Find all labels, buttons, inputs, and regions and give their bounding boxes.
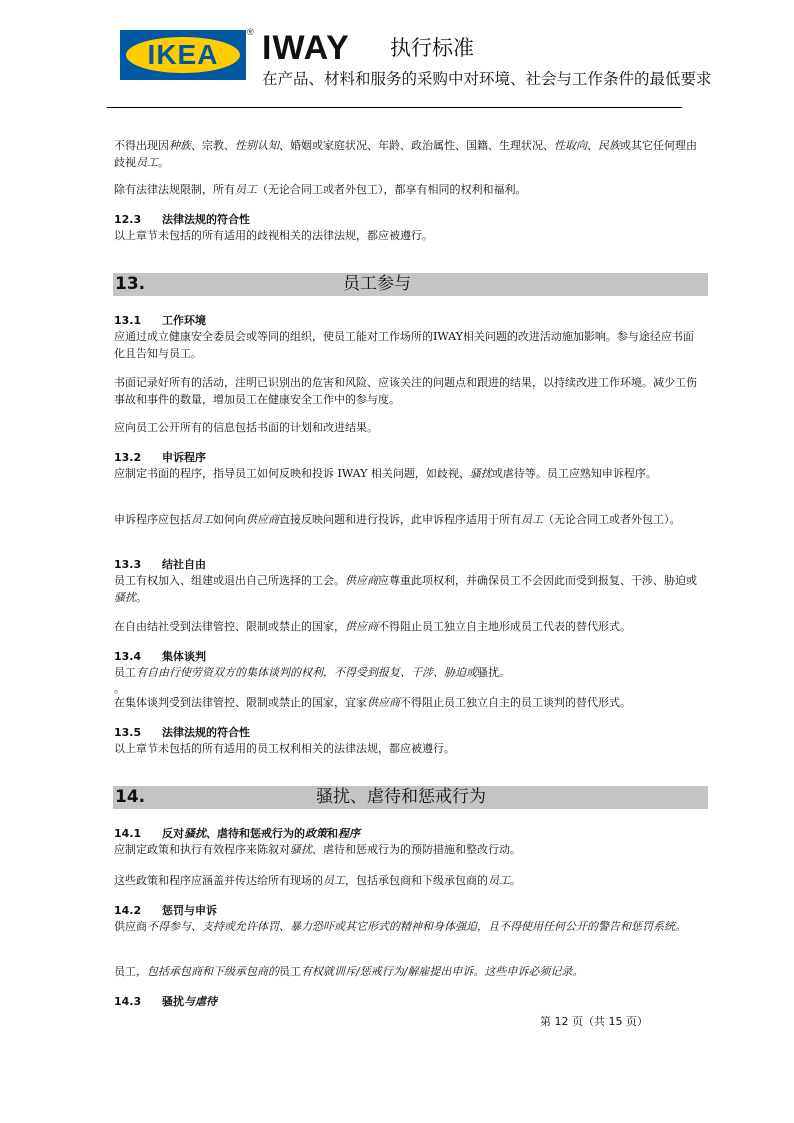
- section-number: 13.3: [114, 558, 142, 571]
- section-12-3-heading: [114, 212, 250, 227]
- section-title: 法律法规的符合性: [162, 213, 250, 226]
- header-tagline: 在产品、材料和服务的采购中对环境、社会与工作条件的最低要求: [262, 70, 712, 88]
- text-segment: 骚扰: [162, 995, 184, 1008]
- section-13-2-paragraph-2: [114, 511, 699, 528]
- section-14-2-paragraph-1: [114, 918, 699, 935]
- text-segment: 、虐待和惩戒行为的: [206, 827, 305, 840]
- text-segment: 或其它任何理由歧视: [114, 139, 697, 169]
- section-title: 结社自由: [162, 558, 206, 571]
- section-number: 14.2: [114, 904, 142, 917]
- section-title: [162, 827, 360, 840]
- defined-term: 性别认知: [235, 139, 279, 152]
- text-segment: 应尊重此项权利，并确保员工不会因此而受到报复、干涉、胁迫或: [378, 574, 697, 587]
- text-segment: 不得阻止员工独立自主地形成员工代表的替代形式。: [378, 620, 631, 633]
- section-13-3-paragraph-1: [114, 572, 699, 606]
- defined-term: 供应商: [345, 574, 378, 587]
- defined-term: 与虐待: [184, 995, 217, 1008]
- section-13-3-paragraph-2: [114, 618, 699, 635]
- defined-term: 种族: [169, 139, 191, 152]
- defined-term: 员工: [323, 874, 345, 887]
- section-13-4-paragraph-2: [114, 694, 699, 711]
- section-title: 惩罚与申诉: [162, 904, 217, 917]
- text-segment: 员工有权加入、组建或退出自己所选择的工会。: [114, 574, 345, 587]
- section-title: [162, 995, 217, 1008]
- defined-term: 不得参与、支持或允许体罚、暴力恐吓或其它形式的精神和身体强迫，且不得使用任何公开的警告和惩罚系统。: [147, 920, 686, 933]
- intro-paragraph-1: [114, 137, 699, 171]
- text-segment: 供应商: [114, 920, 147, 933]
- defined-term: 骚扰: [184, 827, 206, 840]
- section-13-5-text: 以上章节未包括的所有适用的员工权利相关的法律法规，都应被遵行。: [114, 742, 455, 755]
- section-13-5-heading: [114, 725, 250, 740]
- header-divider: [107, 107, 682, 108]
- section-title: 申诉程序: [162, 451, 206, 464]
- text-segment: 、宗教、: [191, 139, 235, 152]
- section-13-1-paragraph-1: 应通过成立健康安全委员会或等同的组织，使员工能对工作场所的IWAY相关问题的改进活动施加影响。参与途径应书面化且告知与员工。: [114, 330, 694, 360]
- text-segment: 骚扰: [477, 666, 499, 679]
- text-segment: 不得出现因: [114, 139, 169, 152]
- defined-term: 员工: [191, 513, 213, 526]
- section-number: 14.1: [114, 827, 142, 840]
- chapter-title: 员工参与: [343, 274, 411, 294]
- text-segment: 。: [136, 591, 147, 604]
- text-segment: 如何向: [213, 513, 246, 526]
- chapter-number: 13.: [115, 274, 146, 294]
- defined-term: 员工: [521, 513, 543, 526]
- section-title: 集体谈判: [162, 650, 206, 663]
- section-13-1-heading: [114, 313, 206, 328]
- text-segment: 、虐待和惩戒行为的预防措施和整改行动。: [312, 843, 521, 856]
- defined-term: 员工: [136, 156, 158, 169]
- section-13-bar: [113, 273, 708, 296]
- text-segment: 员工: [114, 965, 136, 978]
- defined-term: 供应商: [367, 696, 400, 709]
- text-segment: 和: [327, 827, 338, 840]
- stray-punctuation: 。: [114, 682, 125, 695]
- text-segment: 。: [158, 156, 169, 169]
- section-number: 13.5: [114, 726, 142, 739]
- text-segment: （无论合同工或者外包工）。: [543, 513, 681, 526]
- text-segment: 应制定政策和执行有效程序来陈叙对: [114, 843, 290, 856]
- brand-title: IWAY: [262, 29, 350, 67]
- defined-term: 员工: [235, 183, 257, 196]
- defined-term: 供应商: [345, 620, 378, 633]
- section-13-4-paragraph-1: [114, 664, 699, 681]
- defined-term: 骚扰: [469, 467, 492, 480]
- text-segment: 直接反映问题和进行投诉，此申诉程序适用于所有: [279, 513, 521, 526]
- registered-mark: ®: [247, 27, 254, 37]
- section-13-1-paragraph-2: 书面记录好所有的活动，注明已识别出的危害和风险、应该关注的问题点和跟进的结果，以持续改进工作环境。减少工伤事故和事件的数量，增加员工在健康安全工作中的参与度。: [114, 376, 697, 406]
- text-segment: 反对: [162, 827, 184, 840]
- defined-term: 政策: [305, 827, 327, 840]
- text-segment: 不得阻止员工独立自主的员工谈判的替代形式。: [400, 696, 631, 709]
- defined-term: 有权就训斥/惩戒行为/解雇提出申诉。这些申诉必须记录。: [301, 965, 584, 978]
- section-number: 14.3: [114, 995, 142, 1008]
- defined-term: 供应商: [246, 513, 279, 526]
- section-number: 13.4: [114, 650, 142, 663]
- chapter-number: 14.: [115, 787, 146, 807]
- section-13-3-heading: [114, 557, 206, 572]
- text-segment: 。: [510, 874, 521, 887]
- text-segment: 、: [587, 139, 598, 152]
- logo-text: IKEA: [147, 39, 219, 70]
- text-segment: 员工: [279, 965, 301, 978]
- text-segment: 除有法律法规限制，所有: [114, 183, 235, 196]
- section-14-1-paragraph-2: [114, 872, 699, 889]
- defined-term: 程序: [338, 827, 360, 840]
- section-13-4-heading: [114, 649, 206, 664]
- section-14-2-paragraph-2: [114, 963, 699, 980]
- ikea-logo: [120, 30, 246, 80]
- defined-term: 骚扰: [114, 591, 136, 604]
- defined-term: ，包括承包商和下级承包商的: [136, 965, 279, 978]
- text-segment: 、婚姻或家庭状况、年龄、政治属性、国籍、生理状况、: [279, 139, 554, 152]
- defined-term: 民族: [598, 139, 620, 152]
- section-title: 法律法规的符合性: [162, 726, 250, 739]
- text-segment: 在自由结社受到法律管控、限制或禁止的国家，: [114, 620, 345, 633]
- chapter-title: 骚扰、虐待和惩戒行为: [316, 787, 486, 807]
- defined-term: 。: [499, 666, 510, 679]
- text-segment: 应制定书面的程序，指导员工如何反映和投诉 IWAY 相关问题，如歧视、: [114, 467, 470, 480]
- section-14-bar: [113, 786, 708, 809]
- page-number: 第 12 页（共 15 页）: [540, 1015, 648, 1028]
- section-number: 13.1: [114, 314, 142, 327]
- section-14-1-paragraph-1: [114, 841, 699, 858]
- defined-term: 骚扰: [290, 843, 312, 856]
- defined-term: 有自由行使劳资双方的集体谈判的权利，不得受到报复、干涉、胁迫或: [136, 666, 477, 679]
- section-title: 工作环境: [162, 314, 206, 327]
- text-segment: 在集体谈判受到法律管控、限制或禁止的国家，宜家: [114, 696, 367, 709]
- defined-term: 性取向: [554, 139, 587, 152]
- text-segment: （无论合同工或者外包工），都享有相同的权利和福利。: [257, 183, 527, 196]
- text-segment: ，包括承包商和下级承包商的: [345, 874, 488, 887]
- intro-paragraph-2: [114, 181, 699, 198]
- section-number: 12.3: [114, 213, 142, 226]
- brand-suffix: 执行标准: [390, 36, 474, 60]
- text-segment: 或虐待等。员工应熟知申诉程序。: [491, 467, 657, 480]
- section-number: 13.2: [114, 451, 142, 464]
- section-12-3-text: 以上章节未包括的所有适用的歧视相关的法律法规，都应被遵行。: [114, 229, 433, 242]
- section-14-2-heading: [114, 903, 217, 918]
- section-13-2-paragraph-1: [114, 465, 699, 482]
- text-segment: 这些政策和程序应涵盖并传达给所有现场的: [114, 874, 323, 887]
- section-13-1-paragraph-3: 应向员工公开所有的信息包括书面的计划和改进结果。: [114, 421, 378, 434]
- section-14-3-heading: [114, 994, 217, 1009]
- defined-term: 员工: [488, 874, 510, 887]
- text-segment: 申诉程序应包括: [114, 513, 191, 526]
- text-segment: 员工: [114, 666, 136, 679]
- section-14-1-heading: [114, 826, 360, 841]
- section-13-2-heading: [114, 450, 206, 465]
